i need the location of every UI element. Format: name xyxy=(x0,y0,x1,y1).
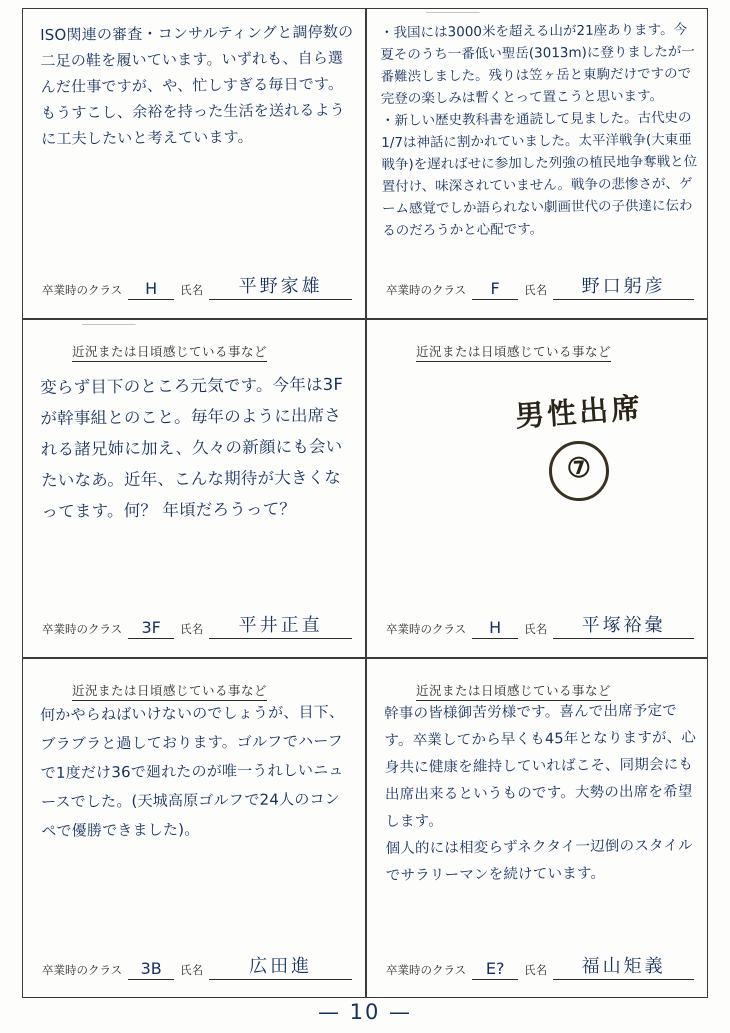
entry-cell-5 xyxy=(22,659,366,998)
entry-cell-3 xyxy=(22,320,366,657)
name-value: 広田進 xyxy=(209,952,352,980)
signature-row xyxy=(42,272,352,300)
class-label: 卒業時のクラス xyxy=(386,285,467,297)
name-label: 氏名 xyxy=(180,285,204,297)
class-label: 卒業時のクラス xyxy=(386,965,467,977)
class-value: E? xyxy=(472,959,518,980)
name-value: 平野家雄 xyxy=(209,272,352,300)
scan-artifact: ‾‾‾‾‾‾‾‾‾‾‾‾‾‾‾‾‾‾‾‾ xyxy=(426,12,480,18)
name-label: 氏名 xyxy=(180,624,204,636)
class-label: 卒業時のクラス xyxy=(42,285,123,297)
name-label: 氏名 xyxy=(524,285,548,297)
signature-row xyxy=(386,611,694,639)
entry-body-text: 変らず目下のところ元気です。今年は3Fが幹事組とのこと。毎年のように出席される諸兄姉に加え、久々の新顔にも会いたいなあ。近年、こんな期待が大きくなってます。何？ 年頃だろうって？ xyxy=(40,374,344,521)
section-heading: 近況または日頃感じている事など xyxy=(416,342,611,362)
entry-body-text: ISO関連の審査・コンサルティングと調停数の二足の鞋を履いています。いずれも、自ら選んだ仕事ですが、や、忙しすぎる毎日です。 もうすこし、余裕を持った生活を送れるように工夫したいと考えています。 xyxy=(40,22,354,148)
name-value: 福山矩義 xyxy=(553,952,694,980)
entry-cell-2 xyxy=(366,8,708,318)
name-label: 氏名 xyxy=(180,965,204,977)
name-label: 氏名 xyxy=(524,624,548,636)
entry-body-text: 何かやらねばいけないのでしょうが、目下、ブラブラと過しております。ゴルフでハーフで1度だけ36で廻れたのが唯一うれしいニュースでした。(天城高原ゴルフで24人のコンペで優勝できました)。 xyxy=(40,702,345,840)
scan-artifact: ‾‾‾‾‾‾‾‾‾‾‾‾‾‾‾‾‾‾‾‾ xyxy=(82,324,136,330)
section-heading: 近況または日頃感じている事など xyxy=(72,681,267,701)
entry-cell-6 xyxy=(366,659,708,998)
entry-cell-4 xyxy=(366,320,708,657)
class-value: 3B xyxy=(128,959,174,980)
attendance-stamp-text: 男性出席 xyxy=(514,390,645,434)
class-value: H xyxy=(128,279,174,300)
signature-row xyxy=(386,272,694,300)
class-label: 卒業時のクラス xyxy=(386,624,467,636)
entry-body-text: ・我国には3000米を超える山が21座あります。今夏そのうち一番低い聖岳(3013m)に登りましたが一番難渋しました。残りは笠ヶ岳と東駒だけですので完登の楽しみは暫くとって置こうと思います。 ・新しい歴史教科書を通読して見ました。古代史の1/7は神話に割かれていました。太平洋戦争(大東亜戦争)を遅ればせに参加した列強の植民地争奪戦と位置付け、味深されていません。戦争の悲惨さが、ゲーム感覚でしか語られない劇画世代の子供達に伝わるのだろうかと心配です。 xyxy=(380,21,698,239)
attendance-stamp xyxy=(494,390,664,501)
name-value: 平井正直 xyxy=(209,611,352,639)
class-value: 3F xyxy=(128,618,174,639)
class-value: F xyxy=(472,279,518,300)
class-label: 卒業時のクラス xyxy=(42,965,123,977)
signature-row xyxy=(42,611,352,639)
section-heading: 近況または日頃感じている事など xyxy=(416,681,611,701)
name-value: 野口躬彦 xyxy=(553,272,694,300)
name-value: 平塚裕彙 xyxy=(553,611,694,639)
signature-row xyxy=(42,952,352,980)
class-value: H xyxy=(472,618,518,639)
attendance-stamp-mark: ⑦ xyxy=(547,439,610,502)
name-label: 氏名 xyxy=(524,965,548,977)
signature-row xyxy=(386,952,694,980)
page-number: — 10 — xyxy=(317,1000,413,1024)
entry-body-text: 幹事の皆様御苦労様です。喜んで出席予定です。卒業してから早くも45年となりますが、心身共に健康を維持していればこそ、同期会にも出席出来るというものです。大勢の出席を希望します。 個人的には相変らずネクタイ一辺倒のスタイルでサラリーマンを続けています。 xyxy=(384,702,697,884)
entry-cell-1 xyxy=(22,8,366,318)
section-heading: 近況または日頃感じている事など xyxy=(72,342,267,362)
class-label: 卒業時のクラス xyxy=(42,624,123,636)
